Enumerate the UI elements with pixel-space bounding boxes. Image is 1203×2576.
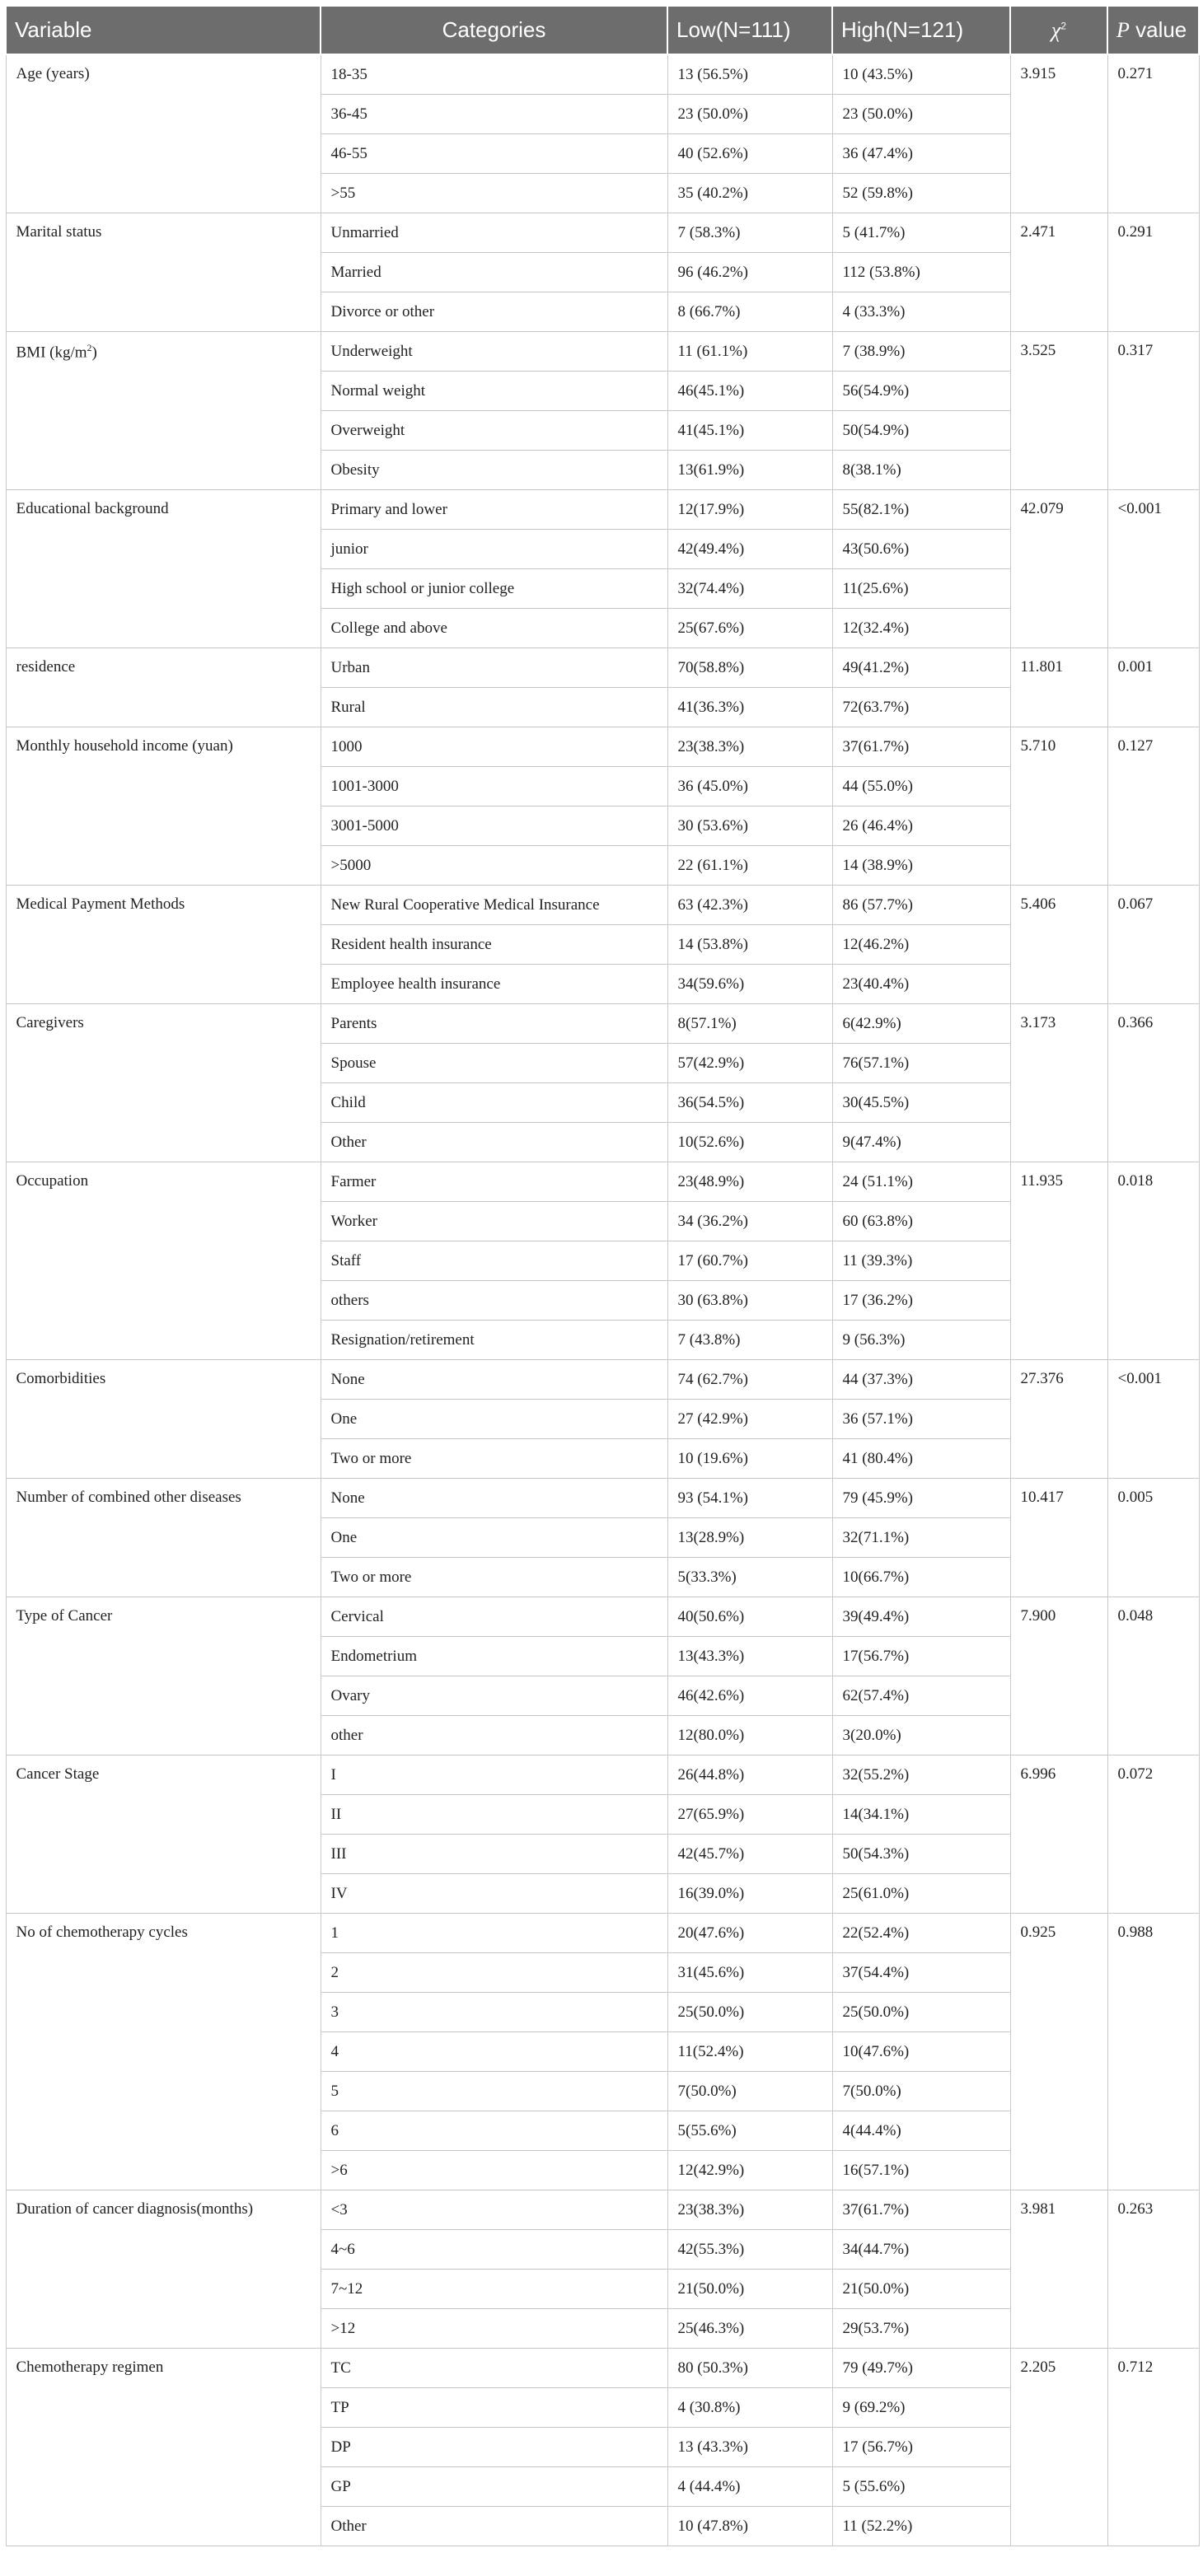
table-header bbox=[6, 6, 1199, 54]
category-cell: I bbox=[321, 1756, 667, 1795]
category-cell: New Rural Cooperative Medical Insurance bbox=[321, 886, 667, 925]
category-cell: Divorce or other bbox=[321, 292, 667, 332]
high-cell: 16(57.1%) bbox=[832, 2151, 1010, 2190]
category-cell: Spouse bbox=[321, 1044, 667, 1083]
chi-square-cell: 5.406 bbox=[1010, 886, 1107, 1004]
table-row bbox=[6, 727, 1199, 767]
chi-square-cell: 10.417 bbox=[1010, 1479, 1107, 1597]
high-cell: 4(44.4%) bbox=[832, 2111, 1010, 2151]
high-cell: 21(50.0%) bbox=[832, 2270, 1010, 2309]
high-cell: 37(61.7%) bbox=[832, 2190, 1010, 2230]
category-cell: Unmarried bbox=[321, 213, 667, 253]
high-cell: 25(50.0%) bbox=[832, 1993, 1010, 2032]
p-value-cell: 0.018 bbox=[1107, 1162, 1199, 1360]
low-cell: 13(43.3%) bbox=[667, 1637, 832, 1676]
low-cell: 25(67.6%) bbox=[667, 609, 832, 648]
high-cell: 23(40.4%) bbox=[832, 965, 1010, 1004]
chi-square-cell: 3.915 bbox=[1010, 54, 1107, 213]
variable-cell bbox=[6, 1479, 321, 1597]
p-value-cell: 0.067 bbox=[1107, 886, 1199, 1004]
variable-cell bbox=[6, 490, 321, 648]
chi-square-cell: 27.376 bbox=[1010, 1360, 1107, 1479]
category-cell: 1000 bbox=[321, 727, 667, 767]
high-cell: 36 (47.4%) bbox=[832, 134, 1010, 174]
low-cell: 14 (53.8%) bbox=[667, 925, 832, 965]
category-cell: Parents bbox=[321, 1004, 667, 1044]
header-p-value bbox=[1107, 6, 1199, 54]
category-cell: Normal weight bbox=[321, 372, 667, 411]
high-cell: 60 (63.8%) bbox=[832, 1202, 1010, 1241]
p-value-cell: 0.048 bbox=[1107, 1597, 1199, 1756]
low-cell: 80 (50.3%) bbox=[667, 2349, 832, 2388]
header-low: Low(N=111) bbox=[667, 6, 832, 54]
variable-cell bbox=[6, 1914, 321, 2190]
table-row bbox=[6, 1360, 1199, 1400]
high-cell: 14(34.1%) bbox=[832, 1795, 1010, 1835]
table-row bbox=[6, 1914, 1199, 1953]
category-cell: 5 bbox=[321, 2072, 667, 2111]
low-cell: 93 (54.1%) bbox=[667, 1479, 832, 1518]
header-variable: Variable bbox=[6, 6, 321, 54]
table-row bbox=[6, 2190, 1199, 2230]
high-cell: 37(54.4%) bbox=[832, 1953, 1010, 1993]
low-cell: 20(47.6%) bbox=[667, 1914, 832, 1953]
chi-square-cell: 6.996 bbox=[1010, 1756, 1107, 1914]
high-cell: 41 (80.4%) bbox=[832, 1439, 1010, 1479]
category-cell: III bbox=[321, 1835, 667, 1874]
high-cell: 8(38.1%) bbox=[832, 451, 1010, 490]
category-cell: 3 bbox=[321, 1993, 667, 2032]
table-row bbox=[6, 1597, 1199, 1637]
category-cell: Child bbox=[321, 1083, 667, 1123]
p-value-cell: 0.366 bbox=[1107, 1004, 1199, 1162]
table-body bbox=[6, 54, 1199, 2546]
category-cell: Endometrium bbox=[321, 1637, 667, 1676]
low-cell: 7 (58.3%) bbox=[667, 213, 832, 253]
low-cell: 23(38.3%) bbox=[667, 2190, 832, 2230]
category-cell: One bbox=[321, 1400, 667, 1439]
high-cell: 23 (50.0%) bbox=[832, 95, 1010, 134]
low-cell: 16(39.0%) bbox=[667, 1874, 832, 1914]
variable-label: Caregivers bbox=[16, 1014, 84, 1031]
low-cell: 46(45.1%) bbox=[667, 372, 832, 411]
high-cell: 86 (57.7%) bbox=[832, 886, 1010, 925]
low-cell: 34 (36.2%) bbox=[667, 1202, 832, 1241]
category-cell: Worker bbox=[321, 1202, 667, 1241]
variable-cell bbox=[6, 1597, 321, 1756]
high-cell: 44 (37.3%) bbox=[832, 1360, 1010, 1400]
variable-cell bbox=[6, 1162, 321, 1360]
p-value-cell: 0.001 bbox=[1107, 648, 1199, 727]
p-value-cell: <0.001 bbox=[1107, 490, 1199, 648]
chi-square-cell: 42.079 bbox=[1010, 490, 1107, 648]
p-value-cell: 0.271 bbox=[1107, 54, 1199, 213]
high-cell: 10(66.7%) bbox=[832, 1558, 1010, 1597]
category-cell: 36-45 bbox=[321, 95, 667, 134]
low-cell: 30 (53.6%) bbox=[667, 806, 832, 846]
table-row bbox=[6, 1004, 1199, 1044]
low-cell: 96 (46.2%) bbox=[667, 253, 832, 292]
high-cell: 10(47.6%) bbox=[832, 2032, 1010, 2072]
high-cell: 55(82.1%) bbox=[832, 490, 1010, 530]
high-cell: 3(20.0%) bbox=[832, 1716, 1010, 1756]
category-cell: IV bbox=[321, 1874, 667, 1914]
variable-cell bbox=[6, 213, 321, 332]
category-cell: Urban bbox=[321, 648, 667, 688]
low-cell: 63 (42.3%) bbox=[667, 886, 832, 925]
high-cell: 26 (46.4%) bbox=[832, 806, 1010, 846]
category-cell: Two or more bbox=[321, 1558, 667, 1597]
p-value-cell: 0.005 bbox=[1107, 1479, 1199, 1597]
header-chi-square bbox=[1010, 6, 1107, 54]
high-cell: 72(63.7%) bbox=[832, 688, 1010, 727]
high-cell: 62(57.4%) bbox=[832, 1676, 1010, 1716]
category-cell: Staff bbox=[321, 1241, 667, 1281]
category-cell: Overweight bbox=[321, 411, 667, 451]
variable-label: BMI (kg/m bbox=[16, 344, 87, 362]
p-value-cell: 0.317 bbox=[1107, 332, 1199, 490]
category-cell: Resignation/retirement bbox=[321, 1321, 667, 1360]
category-cell: Obesity bbox=[321, 451, 667, 490]
category-cell: College and above bbox=[321, 609, 667, 648]
low-cell: 25(50.0%) bbox=[667, 1993, 832, 2032]
category-cell: Resident health insurance bbox=[321, 925, 667, 965]
low-cell: 5(33.3%) bbox=[667, 1558, 832, 1597]
category-cell: 3001-5000 bbox=[321, 806, 667, 846]
chi-square-cell: 2.471 bbox=[1010, 213, 1107, 332]
table-row bbox=[6, 332, 1199, 372]
variable-label: Educational background bbox=[16, 500, 169, 517]
data-table bbox=[5, 5, 1200, 2546]
category-cell: One bbox=[321, 1518, 667, 1558]
high-cell: 29(53.7%) bbox=[832, 2309, 1010, 2349]
high-cell: 7 (38.9%) bbox=[832, 332, 1010, 372]
category-cell: Two or more bbox=[321, 1439, 667, 1479]
chi-square-cell: 3.981 bbox=[1010, 2190, 1107, 2349]
category-cell: junior bbox=[321, 530, 667, 569]
table-row bbox=[6, 1756, 1199, 1795]
low-cell: 42(45.7%) bbox=[667, 1835, 832, 1874]
variable-label: Medical Payment Methods bbox=[16, 895, 185, 913]
low-cell: 8 (66.7%) bbox=[667, 292, 832, 332]
chi-square-cell: 11.935 bbox=[1010, 1162, 1107, 1360]
chi-superscript: 2 bbox=[1060, 20, 1067, 32]
low-cell: 10 (19.6%) bbox=[667, 1439, 832, 1479]
high-cell: 49(41.2%) bbox=[832, 648, 1010, 688]
low-cell: 23(38.3%) bbox=[667, 727, 832, 767]
low-cell: 42(49.4%) bbox=[667, 530, 832, 569]
low-cell: 57(42.9%) bbox=[667, 1044, 832, 1083]
category-cell: 46-55 bbox=[321, 134, 667, 174]
header-row bbox=[6, 6, 1199, 54]
high-cell: 44 (55.0%) bbox=[832, 767, 1010, 806]
low-cell: 13(61.9%) bbox=[667, 451, 832, 490]
low-cell: 4 (30.8%) bbox=[667, 2388, 832, 2428]
header-categories: Categories bbox=[321, 6, 667, 54]
variable-label: Chemotherapy regimen bbox=[16, 2359, 164, 2376]
high-cell: 50(54.9%) bbox=[832, 411, 1010, 451]
low-cell: 34(59.6%) bbox=[667, 965, 832, 1004]
high-cell: 17 (36.2%) bbox=[832, 1281, 1010, 1321]
table-row bbox=[6, 54, 1199, 95]
p-value-cell: 0.127 bbox=[1107, 727, 1199, 886]
high-cell: 112 (53.8%) bbox=[832, 253, 1010, 292]
high-cell: 7(50.0%) bbox=[832, 2072, 1010, 2111]
category-cell: >12 bbox=[321, 2309, 667, 2349]
variable-label: Monthly household income (yuan) bbox=[16, 737, 233, 755]
variable-label: Marital status bbox=[16, 223, 102, 241]
chi-square-cell: 5.710 bbox=[1010, 727, 1107, 886]
low-cell: 27(65.9%) bbox=[667, 1795, 832, 1835]
variable-cell bbox=[6, 2349, 321, 2546]
low-cell: 12(80.0%) bbox=[667, 1716, 832, 1756]
variable-cell bbox=[6, 1756, 321, 1914]
variable-label: Duration of cancer diagnosis(months) bbox=[16, 2200, 254, 2218]
high-cell: 12(32.4%) bbox=[832, 609, 1010, 648]
high-cell: 12(46.2%) bbox=[832, 925, 1010, 965]
table-row bbox=[6, 490, 1199, 530]
low-cell: 13(28.9%) bbox=[667, 1518, 832, 1558]
high-cell: 50(54.3%) bbox=[832, 1835, 1010, 1874]
variable-label: Occupation bbox=[16, 1172, 89, 1190]
high-cell: 10 (43.5%) bbox=[832, 54, 1010, 95]
p-italic: P bbox=[1116, 18, 1130, 42]
low-cell: 17 (60.7%) bbox=[667, 1241, 832, 1281]
low-cell: 11 (61.1%) bbox=[667, 332, 832, 372]
high-cell: 5 (55.6%) bbox=[832, 2467, 1010, 2507]
category-cell: High school or junior college bbox=[321, 569, 667, 609]
category-cell: Ovary bbox=[321, 1676, 667, 1716]
chi-square-cell: 3.525 bbox=[1010, 332, 1107, 490]
variable-label: Number of combined other diseases bbox=[16, 1489, 241, 1506]
variable-cell bbox=[6, 2190, 321, 2349]
category-cell: None bbox=[321, 1479, 667, 1518]
variable-cell bbox=[6, 54, 321, 213]
low-cell: 23 (50.0%) bbox=[667, 95, 832, 134]
table-row bbox=[6, 1162, 1199, 1202]
high-cell: 32(71.1%) bbox=[832, 1518, 1010, 1558]
high-cell: 56(54.9%) bbox=[832, 372, 1010, 411]
low-cell: 42(55.3%) bbox=[667, 2230, 832, 2270]
high-cell: 25(61.0%) bbox=[832, 1874, 1010, 1914]
table-row bbox=[6, 213, 1199, 253]
category-cell: >6 bbox=[321, 2151, 667, 2190]
header-high: High(N=121) bbox=[832, 6, 1010, 54]
category-cell: other bbox=[321, 1716, 667, 1756]
high-cell: 9 (56.3%) bbox=[832, 1321, 1010, 1360]
low-cell: 13 (56.5%) bbox=[667, 54, 832, 95]
high-cell: 5 (41.7%) bbox=[832, 213, 1010, 253]
variable-label: Cancer Stage bbox=[16, 1765, 100, 1783]
low-cell: 12(17.9%) bbox=[667, 490, 832, 530]
low-cell: 36 (45.0%) bbox=[667, 767, 832, 806]
high-cell: 39(49.4%) bbox=[832, 1597, 1010, 1637]
category-cell: 7~12 bbox=[321, 2270, 667, 2309]
p-value-cell: 0.291 bbox=[1107, 213, 1199, 332]
category-cell: >55 bbox=[321, 174, 667, 213]
variable-label: No of chemotherapy cycles bbox=[16, 1924, 188, 1941]
high-cell: 52 (59.8%) bbox=[832, 174, 1010, 213]
high-cell: 24 (51.1%) bbox=[832, 1162, 1010, 1202]
high-cell: 14 (38.9%) bbox=[832, 846, 1010, 886]
low-cell: 10(52.6%) bbox=[667, 1123, 832, 1162]
category-cell: Cervical bbox=[321, 1597, 667, 1637]
variable-cell bbox=[6, 886, 321, 1004]
chi-square-cell: 2.205 bbox=[1010, 2349, 1107, 2546]
high-cell: 36 (57.1%) bbox=[832, 1400, 1010, 1439]
low-cell: 70(58.8%) bbox=[667, 648, 832, 688]
high-cell: 76(57.1%) bbox=[832, 1044, 1010, 1083]
category-cell: DP bbox=[321, 2428, 667, 2467]
high-cell: 79 (45.9%) bbox=[832, 1479, 1010, 1518]
high-cell: 34(44.7%) bbox=[832, 2230, 1010, 2270]
variable-superscript: 2 bbox=[87, 342, 92, 353]
variable-label: Comorbidities bbox=[16, 1370, 106, 1387]
high-cell: 4 (33.3%) bbox=[832, 292, 1010, 332]
low-cell: 13 (43.3%) bbox=[667, 2428, 832, 2467]
chi-square-cell: 0.925 bbox=[1010, 1914, 1107, 2190]
chi-symbol: χ bbox=[1051, 18, 1061, 42]
category-cell: <3 bbox=[321, 2190, 667, 2230]
high-cell: 32(55.2%) bbox=[832, 1756, 1010, 1795]
category-cell: 6 bbox=[321, 2111, 667, 2151]
table-row bbox=[6, 2349, 1199, 2388]
low-cell: 21(50.0%) bbox=[667, 2270, 832, 2309]
category-cell: Other bbox=[321, 1123, 667, 1162]
p-value-cell: 0.988 bbox=[1107, 1914, 1199, 2190]
low-cell: 46(42.6%) bbox=[667, 1676, 832, 1716]
p-value-cell: <0.001 bbox=[1107, 1360, 1199, 1479]
category-cell: TC bbox=[321, 2349, 667, 2388]
low-cell: 8(57.1%) bbox=[667, 1004, 832, 1044]
low-cell: 4 (44.4%) bbox=[667, 2467, 832, 2507]
variable-label-end: ) bbox=[91, 344, 97, 362]
low-cell: 7(50.0%) bbox=[667, 2072, 832, 2111]
chi-square-cell: 7.900 bbox=[1010, 1597, 1107, 1756]
category-cell: Employee health insurance bbox=[321, 965, 667, 1004]
low-cell: 7 (43.8%) bbox=[667, 1321, 832, 1360]
category-cell: Underweight bbox=[321, 332, 667, 372]
category-cell: 4~6 bbox=[321, 2230, 667, 2270]
high-cell: 17 (56.7%) bbox=[832, 2428, 1010, 2467]
category-cell: 4 bbox=[321, 2032, 667, 2072]
category-cell: Rural bbox=[321, 688, 667, 727]
variable-cell bbox=[6, 1004, 321, 1162]
high-cell: 17(56.7%) bbox=[832, 1637, 1010, 1676]
p-value-cell: 0.072 bbox=[1107, 1756, 1199, 1914]
low-cell: 35 (40.2%) bbox=[667, 174, 832, 213]
category-cell: Other bbox=[321, 2507, 667, 2546]
low-cell: 25(46.3%) bbox=[667, 2309, 832, 2349]
high-cell: 79 (49.7%) bbox=[832, 2349, 1010, 2388]
high-cell: 9 (69.2%) bbox=[832, 2388, 1010, 2428]
low-cell: 32(74.4%) bbox=[667, 569, 832, 609]
low-cell: 41(45.1%) bbox=[667, 411, 832, 451]
low-cell: 11(52.4%) bbox=[667, 2032, 832, 2072]
category-cell: 18-35 bbox=[321, 54, 667, 95]
category-cell: 2 bbox=[321, 1953, 667, 1993]
high-cell: 11 (52.2%) bbox=[832, 2507, 1010, 2546]
category-cell: None bbox=[321, 1360, 667, 1400]
high-cell: 9(47.4%) bbox=[832, 1123, 1010, 1162]
variable-label: residence bbox=[16, 658, 76, 676]
high-cell: 30(45.5%) bbox=[832, 1083, 1010, 1123]
variable-label: Type of Cancer bbox=[16, 1607, 113, 1625]
low-cell: 5(55.6%) bbox=[667, 2111, 832, 2151]
low-cell: 74 (62.7%) bbox=[667, 1360, 832, 1400]
category-cell: II bbox=[321, 1795, 667, 1835]
high-cell: 11(25.6%) bbox=[832, 569, 1010, 609]
category-cell: 1 bbox=[321, 1914, 667, 1953]
high-cell: 43(50.6%) bbox=[832, 530, 1010, 569]
high-cell: 22(52.4%) bbox=[832, 1914, 1010, 1953]
low-cell: 31(45.6%) bbox=[667, 1953, 832, 1993]
category-cell: Farmer bbox=[321, 1162, 667, 1202]
low-cell: 30 (63.8%) bbox=[667, 1281, 832, 1321]
category-cell: >5000 bbox=[321, 846, 667, 886]
category-cell: TP bbox=[321, 2388, 667, 2428]
category-cell: Primary and lower bbox=[321, 490, 667, 530]
variable-cell bbox=[6, 1360, 321, 1479]
category-cell: others bbox=[321, 1281, 667, 1321]
low-cell: 41(36.3%) bbox=[667, 688, 832, 727]
p-value-cell: 0.712 bbox=[1107, 2349, 1199, 2546]
p-rest: value bbox=[1129, 17, 1187, 42]
table-container bbox=[5, 5, 1198, 2546]
high-cell: 6(42.9%) bbox=[832, 1004, 1010, 1044]
table-row bbox=[6, 648, 1199, 688]
low-cell: 22 (61.1%) bbox=[667, 846, 832, 886]
high-cell: 37(61.7%) bbox=[832, 727, 1010, 767]
p-value-cell: 0.263 bbox=[1107, 2190, 1199, 2349]
high-cell: 11 (39.3%) bbox=[832, 1241, 1010, 1281]
low-cell: 40(50.6%) bbox=[667, 1597, 832, 1637]
low-cell: 12(42.9%) bbox=[667, 2151, 832, 2190]
variable-label: Age (years) bbox=[16, 65, 90, 82]
low-cell: 27 (42.9%) bbox=[667, 1400, 832, 1439]
variable-cell bbox=[6, 332, 321, 490]
low-cell: 10 (47.8%) bbox=[667, 2507, 832, 2546]
low-cell: 26(44.8%) bbox=[667, 1756, 832, 1795]
variable-cell bbox=[6, 648, 321, 727]
low-cell: 36(54.5%) bbox=[667, 1083, 832, 1123]
chi-square-cell: 11.801 bbox=[1010, 648, 1107, 727]
low-cell: 23(48.9%) bbox=[667, 1162, 832, 1202]
category-cell: GP bbox=[321, 2467, 667, 2507]
chi-square-cell: 3.173 bbox=[1010, 1004, 1107, 1162]
table-row bbox=[6, 886, 1199, 925]
category-cell: Married bbox=[321, 253, 667, 292]
table-row bbox=[6, 1479, 1199, 1518]
variable-cell bbox=[6, 727, 321, 886]
category-cell: 1001-3000 bbox=[321, 767, 667, 806]
low-cell: 40 (52.6%) bbox=[667, 134, 832, 174]
